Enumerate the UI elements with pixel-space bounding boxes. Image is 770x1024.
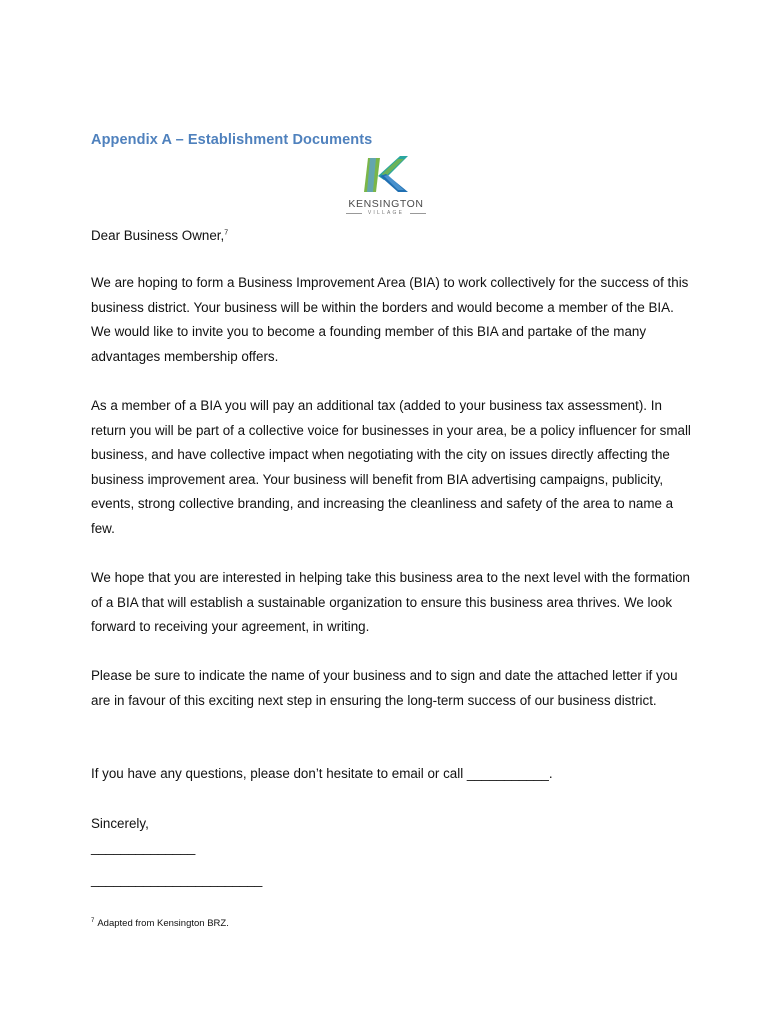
- paragraph-invitation: We are hoping to form a Business Improvement Area (BIA) to work collectively for the success of this business district. Your business will be within the borders and would become a member of the BIA. We would like to invite you to become a founding member of this BIA and partake of the many advantages membership offers.: [91, 275, 689, 364]
- signature-line-1: ______________: [91, 840, 196, 855]
- logo-divider-right: [410, 213, 426, 214]
- kensington-village-logo: [338, 154, 434, 220]
- kensington-k-logo-icon: [338, 154, 434, 198]
- footnote-number: 7: [91, 917, 95, 924]
- logo-name: KENSINGTON: [348, 198, 424, 210]
- footnote-text: Adapted from Kensington BRZ.: [97, 918, 229, 929]
- salutation-text: Dear Business Owner,: [91, 228, 225, 243]
- paragraph-instructions: Please be sure to indicate the name of your business and to sign and date the attached letter if you are in favour of this exciting next step in ensuring the long-term success of our business district.: [91, 668, 678, 708]
- page-title: Appendix A – Establishment Documents: [91, 132, 373, 148]
- footnote: [91, 918, 229, 929]
- paragraph-contact: If you have any questions, please don’t hesitate to email or call ___________.: [91, 766, 553, 781]
- footnote-reference: 7: [224, 229, 229, 237]
- closing: Sincerely,: [91, 816, 149, 831]
- paragraph-hope: We hope that you are interested in helping take this business area to the next level with the formation of a BIA that will establish a sustainable organization to ensure this business area thrives. We look forward to receiving your agreement, in writing.: [91, 570, 690, 634]
- salutation: [91, 224, 691, 249]
- logo-subtitle: VILLAGE: [367, 210, 405, 216]
- signature-line-2: _______________________: [91, 872, 263, 887]
- paragraph-membership-benefits: As a member of a BIA you will pay an additional tax (added to your business tax assessment). In return you will be part of a collective voice for businesses in your area, be a policy influencer for small business, and have collective impact when negotiating with the city on issues directly affecting the business improvement area. Your business will benefit from BIA advertising campaigns, publicity, events, strong collective branding, and increasing the cleanliness and safety of the area to name a few.: [91, 398, 691, 536]
